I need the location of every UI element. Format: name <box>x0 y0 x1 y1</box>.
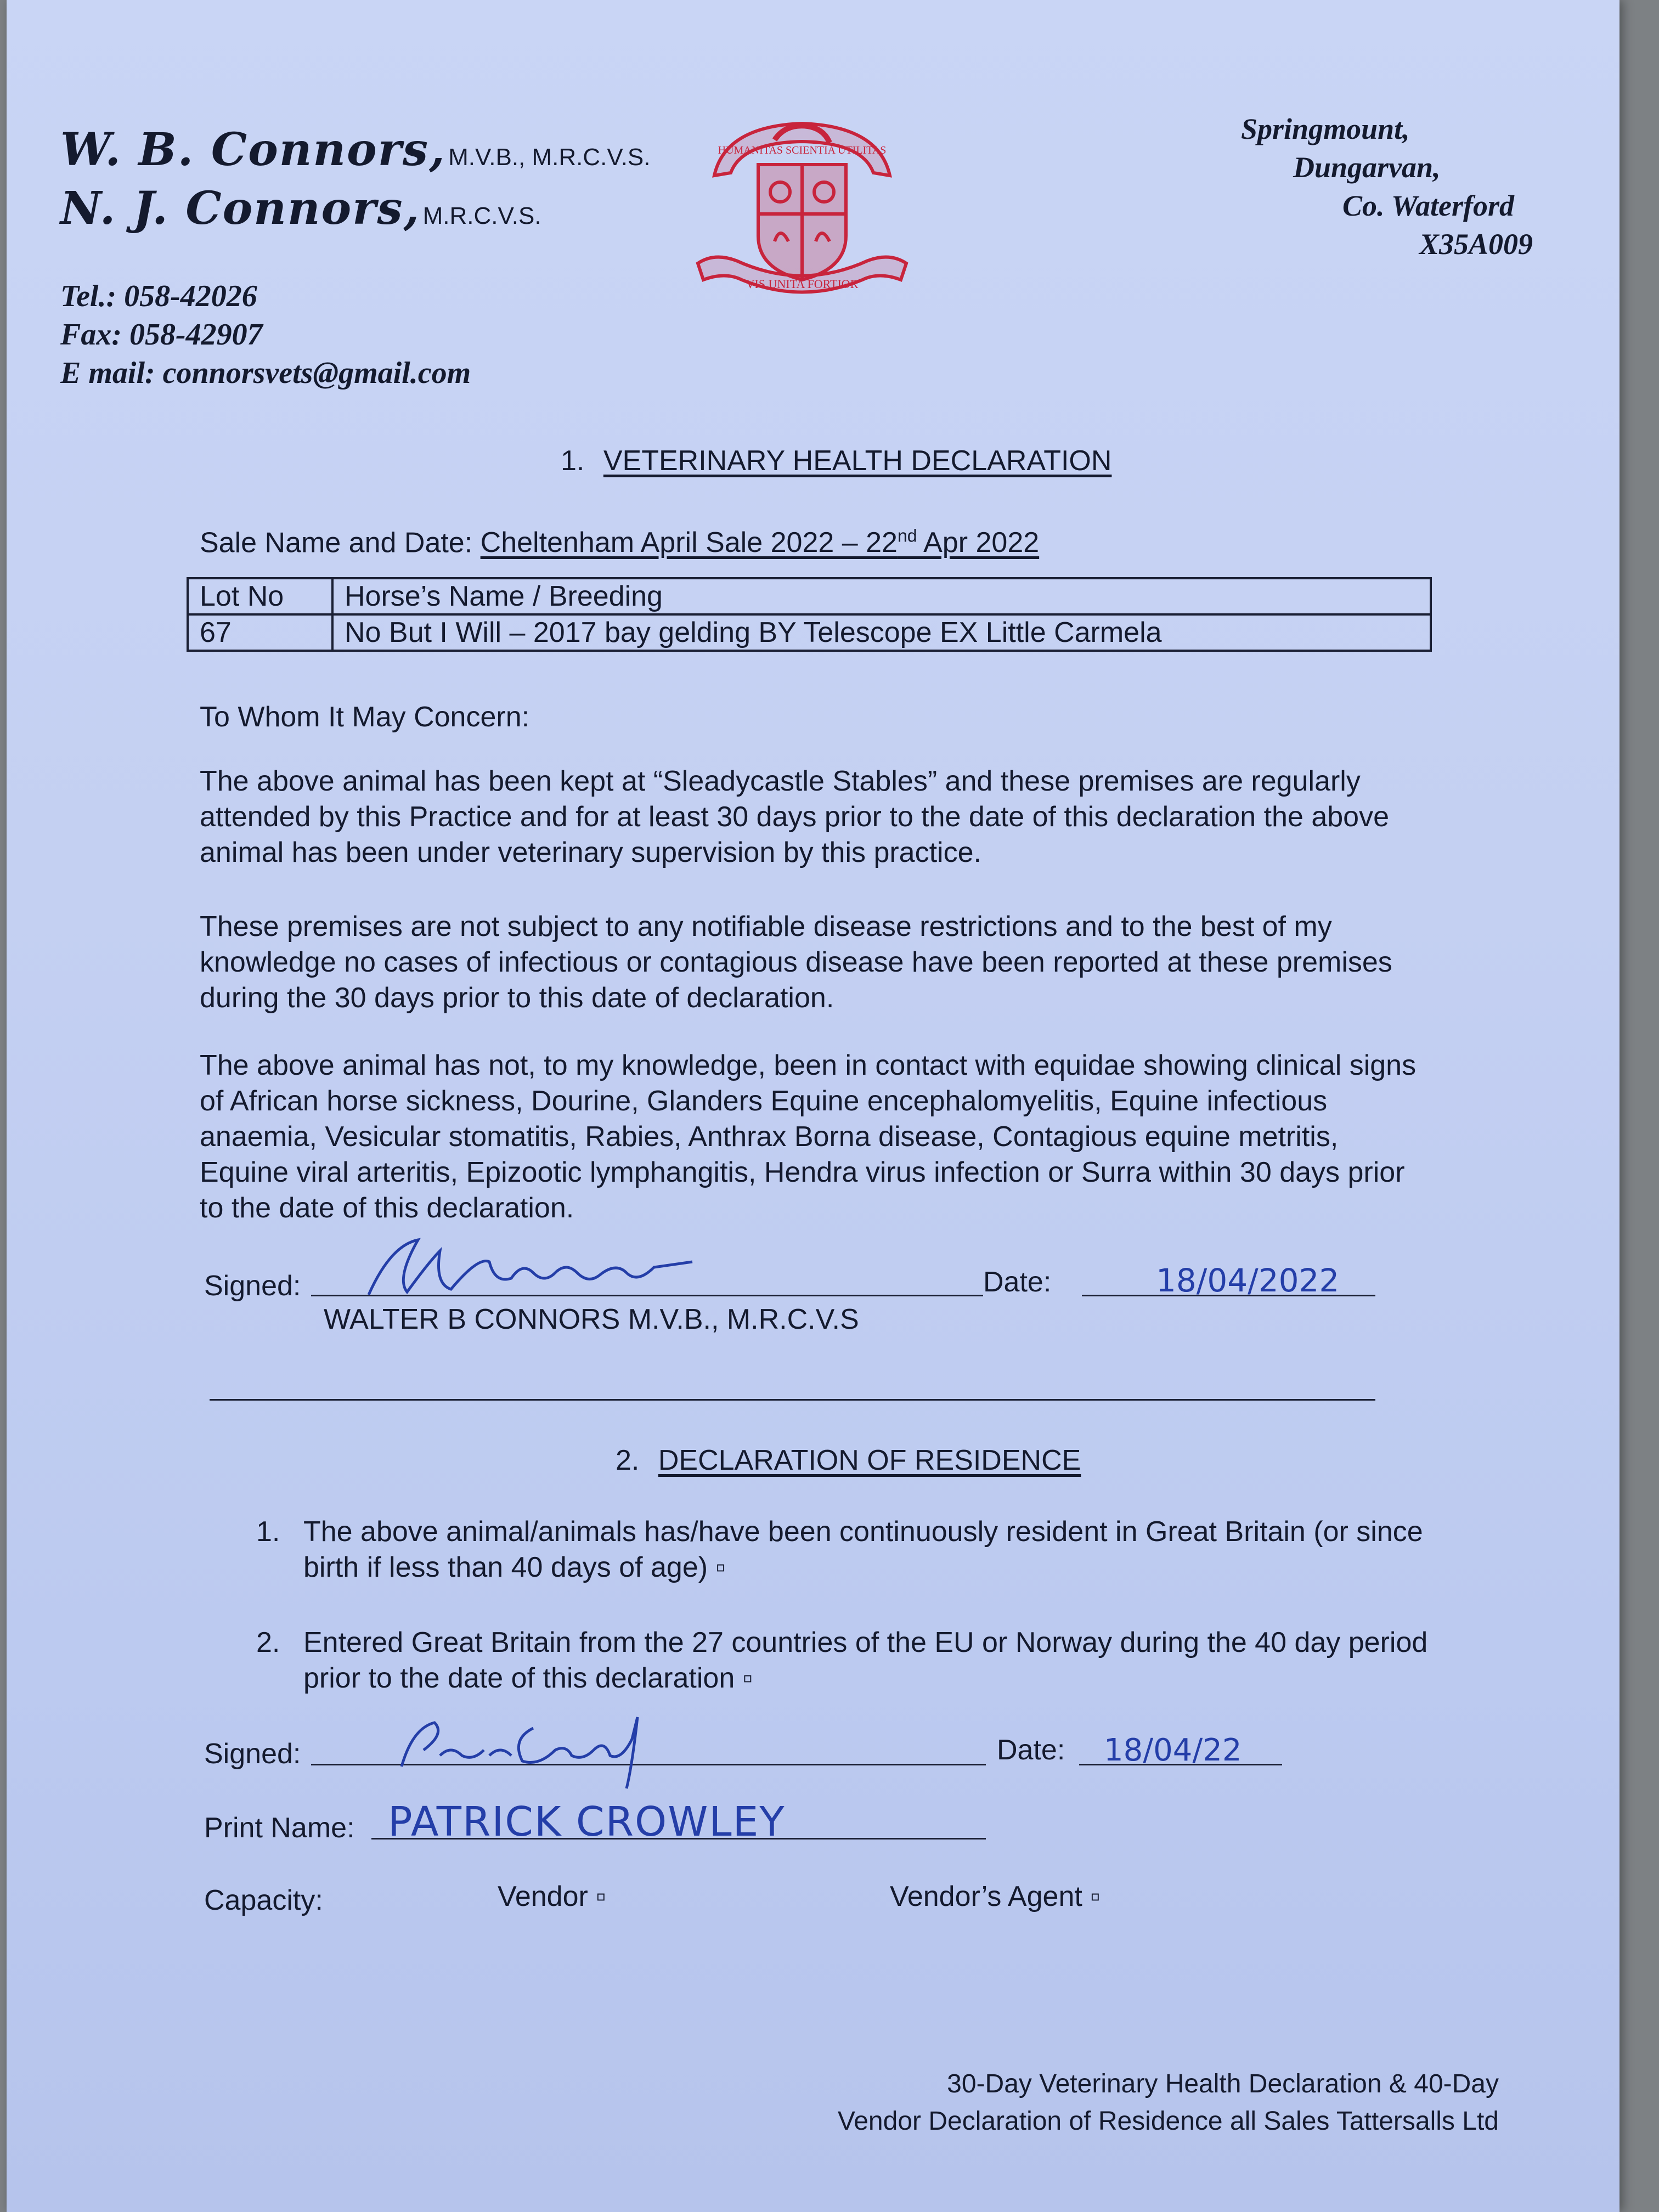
sale-label: Sale Name and Date: <box>200 527 473 559</box>
lot-table <box>187 577 1432 652</box>
tel-text: Tel.: 058-42026 <box>60 279 257 313</box>
print-name-value: PATRICK CROWLEY <box>388 1798 786 1846</box>
address-line: Springmount, <box>1241 112 1410 145</box>
crest-motto-top: HUMANITAS SCIENTIA UTILITAS <box>718 144 887 156</box>
contact-block <box>60 277 471 392</box>
email-text: E mail: connorsvets@gmail.com <box>60 356 471 390</box>
vet2-name: N. J. Connors, <box>60 182 421 235</box>
salutation: To Whom It May Concern: <box>200 701 530 733</box>
date-label-2: Date: <box>997 1734 1065 1766</box>
date-label: Date: <box>983 1266 1052 1298</box>
signed-label: Signed: <box>204 1270 301 1302</box>
vet2-quals: M.R.C.V.S. <box>422 202 541 229</box>
footer-line: 30-Day Veterinary Health Declaration & 40-Day <box>947 2069 1499 2098</box>
table-cell: 67 <box>188 614 332 651</box>
footer-line: Vendor Declaration of Residence all Sales Tattersalls Ltd <box>837 2107 1499 2136</box>
section-divider <box>210 1399 1375 1401</box>
vet-date-value: 18/04/2022 <box>1156 1262 1340 1299</box>
vendor-date-value: 18/04/22 <box>1104 1733 1242 1768</box>
paragraph-premises: The above animal has been kept at “Sleadycastle Stables” and these premises are regularly attended by this Practice and for at least 30 days prior to the date of this declaration the above animal has been under veterinary supervision by this practice. <box>200 765 1390 868</box>
address-block <box>1241 110 1533 263</box>
footer <box>775 2066 1499 2140</box>
vendor-checkbox[interactable]: Vendor ▫ <box>498 1881 606 1912</box>
vendor-agent-checkbox[interactable]: Vendor’s Agent ▫ <box>890 1881 1101 1912</box>
crest-motto-bottom: VIS UNITA FORTIOR <box>746 277 859 291</box>
table-header-cell: Lot No <box>188 578 332 614</box>
vet2-line <box>60 182 541 235</box>
vet1-quals: M.V.B., M.R.C.V.S. <box>448 144 651 171</box>
vendor-signature <box>391 1706 676 1799</box>
section2-title: DECLARATION OF RESIDENCE <box>658 1444 1081 1476</box>
list-item-text: Entered Great Britain from the 27 countries of the EU or Norway during the 40 day period prior to the date of this declaration ▫ <box>303 1627 1428 1694</box>
list-item: 1. The above animal/animals has/have been continuously resident in Great Britain (or since birth if less than 40 days of age) ▫ <box>256 1514 1430 1585</box>
section2-heading <box>616 1443 1081 1479</box>
capacity-label: Capacity: <box>204 1884 323 1916</box>
section1-heading <box>561 443 1111 479</box>
crest-logo <box>692 115 912 302</box>
list-item-text: The above animal/animals has/have been continuously resident in Great Britain (or since birth if less than 40 days of age) ▫ <box>303 1516 1423 1583</box>
address-line: X35A009 <box>1419 228 1533 261</box>
paragraph-restrictions: These premises are not subject to any notifiable disease restrictions and to the best of my knowledge no cases of infectious or contagious disease have been reported at these premises during the 30 days prior to this date of declaration. <box>200 911 1392 1014</box>
section2-number: 2. <box>616 1444 640 1476</box>
list-item: 2. Entered Great Britain from the 27 countries of the EU or Norway during the 40 day period prior to the date of this declaration ▫ <box>256 1625 1430 1696</box>
table-row <box>188 614 1431 651</box>
section1-title: VETERINARY HEALTH DECLARATION <box>603 445 1112 477</box>
table-header-row <box>188 578 1431 614</box>
table-header-cell: Horse’s Name / Breeding <box>332 578 1431 614</box>
paragraph-diseases: The above animal has not, to my knowledge, been in contact with equidae showing clinical signs of African horse sickness, Dourine, Glanders Equine encephalomyelitis, Equine infectious anaemia, Vesicular stomatitis, Rabies, Anthrax Borna disease, Contagious equine metritis, Equine viral arteritis, Epizootic lymphangitis, Hendra virus infection or Surra within 30 days prior to the date of this declaration. <box>200 1049 1417 1224</box>
fax-text: Fax: 058-42907 <box>60 318 263 352</box>
vet-signature <box>358 1229 709 1306</box>
section1-number: 1. <box>561 445 585 477</box>
vet1-line <box>60 123 651 176</box>
sale-value: Cheltenham April Sale 2022 – 22nd Apr 2022 <box>480 526 1040 559</box>
print-name-label: Print Name: <box>204 1812 355 1844</box>
address-line: Dungarvan, <box>1293 151 1441 184</box>
document-page <box>7 0 1620 2212</box>
table-cell: No But I Will – 2017 bay gelding BY Telescope EX Little Carmela <box>332 614 1431 651</box>
signed-label-2: Signed: <box>204 1738 301 1770</box>
address-line: Co. Waterford <box>1342 189 1515 222</box>
vet1-name: W. B. Connors, <box>60 123 446 176</box>
sale-line <box>200 518 1039 561</box>
signatory-name: WALTER B CONNORS M.V.B., M.R.C.V.S <box>324 1304 859 1335</box>
